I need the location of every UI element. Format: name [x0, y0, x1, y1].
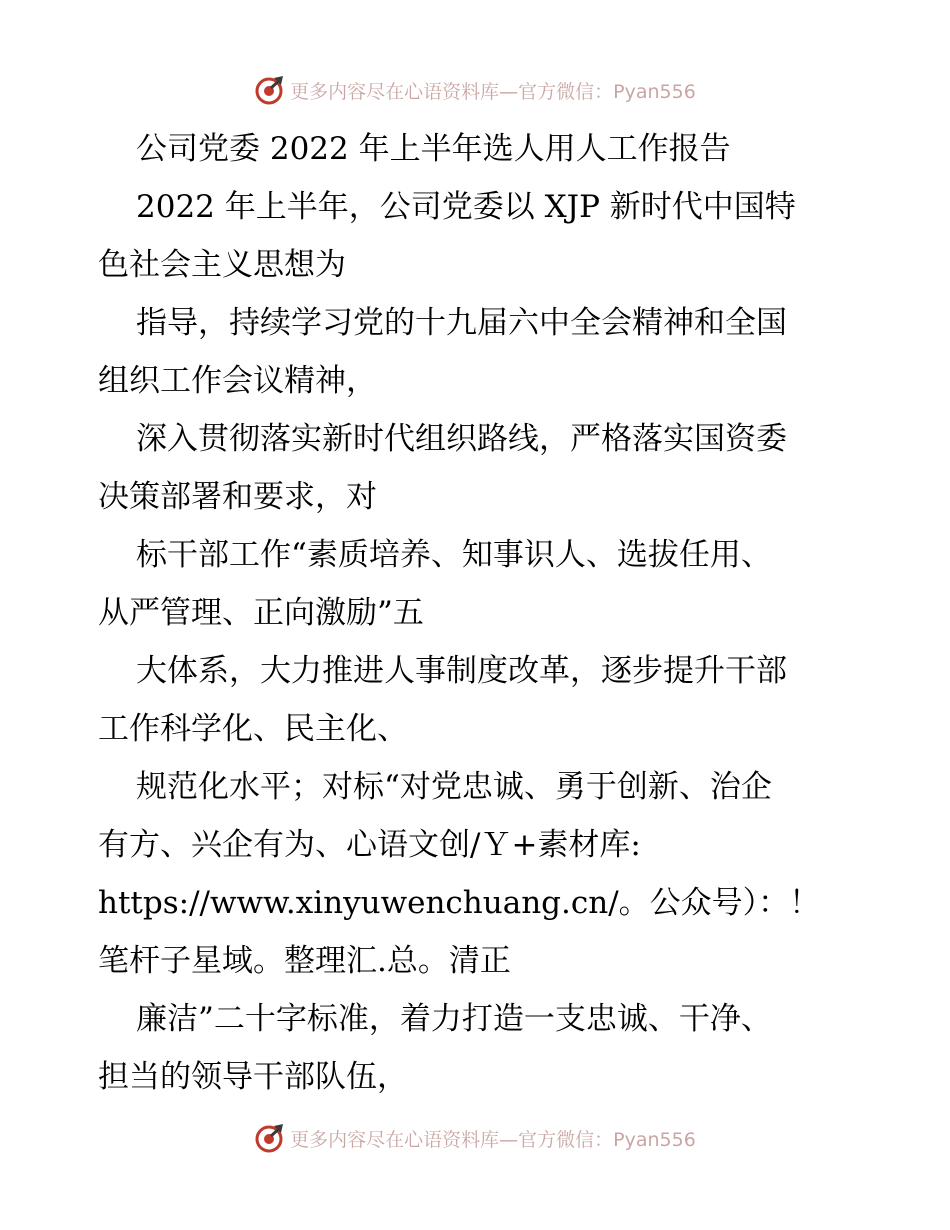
- text-line: 标干部工作“素质培养、知事识人、选拔任用、: [136, 537, 772, 573]
- pen-logo-icon: [254, 74, 286, 106]
- text-line: 廉洁”二十字标准，着力打造一支忠诚、干净、: [136, 1001, 772, 1037]
- text-line: 公司党委 2022 年上半年选人用人工作报告: [136, 131, 731, 167]
- text-line: 担当的领导干部队伍，: [98, 1059, 408, 1095]
- text-line: 从严管理、正向激励”五: [98, 595, 424, 631]
- text-line: 组织工作会议精神，: [98, 363, 377, 399]
- pen-logo-icon: [254, 1122, 286, 1154]
- document-body: [98, 120, 858, 1106]
- text-line: https://www.xinyuwenchuang.cn/。公众号）：！: [98, 885, 821, 921]
- text-line: 2022 年上半年，公司党委以 XJP 新时代中国特: [136, 189, 796, 225]
- watermark-text: 更多内容尽在心语资料库—官方微信：Pyan556: [290, 80, 696, 103]
- text-line: 色社会主义思想为: [98, 247, 346, 283]
- watermark-text: 更多内容尽在心语资料库—官方微信：Pyan556: [290, 1128, 696, 1151]
- text-line: 规范化水平；对标“对党忠诚、勇于创新、治企: [136, 769, 772, 805]
- text-line: 大体系，大力推进人事制度改革，逐步提升干部: [136, 653, 787, 689]
- text-line: 决策部署和要求，对: [98, 479, 377, 515]
- text-line: 指导，持续学习党的十九届六中全会精神和全国: [136, 305, 787, 341]
- text-line: 工作科学化、民主化、: [98, 711, 408, 747]
- text-line: 有方、兴企有为、心语文创/Ｙ+素材库:: [98, 827, 641, 863]
- top-watermark-banner: [0, 70, 950, 110]
- bottom-watermark-banner: [0, 1118, 950, 1158]
- text-line: 深入贯彻落实新时代组织路线，严格落实国资委: [136, 421, 787, 457]
- text-line: 笔杆子星域。整理汇.总。清正: [98, 943, 511, 979]
